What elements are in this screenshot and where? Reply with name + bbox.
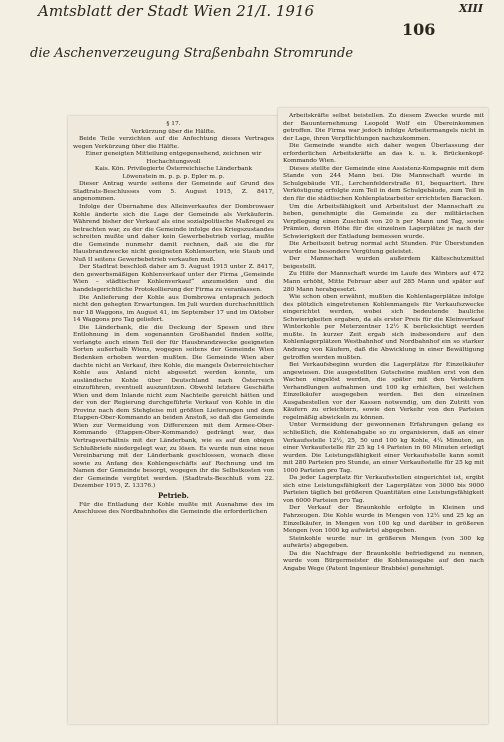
paragraph: Wie schon oben erwähnt, mußten die Kohlenlagerplätze infolge des plötzlich eingetretenen Kohlenmangels für Verkaufszwecke eingerichtet werden, wobei sich bedeutende bauliche Schwierigkeiten ergaben, da als erster Preis für die Kleinverkauf Winterkohle per Meterzentner 12½ K berücksichtigt werden mußte. In kurzer Zeit ergab sich insbesondere auf den Kohlenlagerplätzen Westbahnhof und Nordbahnhof ein so starker Andrang von Käufern, daß die Abwicklung in einer Bewältigung getroffen werden mußten. [283,293,484,361]
paragraph: Löwenstein m. p. p. p. Epler m. p. [122,172,225,180]
paragraph: Einer geneigten Mitteilung entgegensehend, zeichnen wir Hochachtungsvoll [85,150,262,165]
left-column-text [73,120,274,516]
paragraph: Bei Verkaufsbeginn wurden die Lagerplätze für Einzelkäufer angewiesen. Die ausgestellten Gutscheine mußten erst von den Wachen eingelöst werden, die später mit den Verkäufern Verhandlungen aufnahmen und 100 kg erhielten, bei welchen Einzelkäufer ausgegeben werden. Bei den einzelnen Ausgabestellen vor der Kassen notwendig, um den Zutritt von Käufern zu erleichtern, sowie den Verkehr von den Parteien regelmäßig abwickeln zu können. [283,361,484,421]
paragraph: § 17. [166,120,181,127]
paragraph: Kais. Kön. Privilegierte Österreichische Länderbank [94,165,253,173]
paragraph: Zu Hilfe der Mannschaft wurde im Laufe des Winters auf 472 Mann erhöht, Mitte Februar aber auf 285 Mann und später auf 280 Mann herabgesetzt. [283,270,484,293]
clipping-left [68,116,278,724]
paragraph: Dieses stellte der Gemeinde eine Assistenz-Kompagnie mit dem Stande von 244 Mann bei. Die Mannschaft wurde in Schulgebäude VII., Lerchenfelderstraße 61, bequartiert. Ihre Verköstigung erfolgte zum Teil in dem Schulgebäude, zum Teil in den für die städtischen Kohlenplatzarbeiter errichteten Baracken. [283,164,484,203]
paragraph: Petrieb. [158,490,189,500]
paragraph: Die Arbeitszeit betrug normal acht Stunden. Für Überstunden wurde eine besondere Vergütung geleistet. [283,240,484,255]
paragraph: Der Mannschaft wurden außerdem Kälteschutzmittel beigestellt. [283,255,484,270]
paragraph: Infolge der Übernahme des Alleinverkaufes der Dombrowaer Kohle änderte sich die Lage der Gemeinde als Verkäuferin. Während bisher der Verkauf als eine sozialpolitische Maßregel zu betrachten war, zu der die Gemeinde infolge des Kriegszustandes schreiten mußte und daher kein Gewerbebetrieb vorlag, mußte die Gemeinde nunmehr damit rechnen, daß sie die für Hausbrandzwecke nicht geeigneten Kohlensorten, wie Staub und Nuß II seitens Gewerbebetrieb verkaufen muß. [73,203,274,263]
paragraph: Die Länderbank, die die Deckung der Spesen und ihre Entlohnung in dem sogenannten Großhandel finden sollte, verlangte auch einen Teil der für Hausbrandzwecke geeigneten Sorten außerhalb Wiens, wogegen seitens der Gemeinde Wien Bedenken erhoben werden mußten. Die Gemeinde Wien aber dachte nicht an Verkauf, ihre Kohle, die mangels Österreichischer Kohle aus Anland nicht abgesetzt werden konnte, um ausländische Kohle über Deutschland nach Österreich einzuführen, eventuell auszunützen. Obwohl letztere Geschäfte Wien und dem Inlande nicht zum Nachteile gereicht hätten und der von der Regierung durchgeführte Verkauf von Kohle in die Provinz nach dem Stehgleise mit größten Lieferungen und dem Etappen-Ober-Kommando an beiden Anstoß, so daß die Gemeinde Wien zur Vermeidung von Differenzen mit dem Armee-Ober-Kommando (Etappen-Ober-Kommando) gedrängt war, das Vertragsverhältnis mit der Länderbank, wie es auf den obigen Schlußbriefe niedergelegt war, zu lösen. Es wurde nun eine neue Vereinbarung mit der Länderbank geschlossen, wonach diese sowie zu Anfang des Kohlengeschäfts auf Rechnung und im Namen der Gemeinde besorgt, wogegen ihr die Selbstkosten von der Gemeinde vergütet werden. (Stadtrats-Beschluß vom 22. Dezember 1915, Z. 13376.) [73,323,274,490]
paragraph: Da die Nachfrage der Braunkohle befriedigend zu nennen, wurde vom Bürgermeister die Kohlenausgabe auf den nach Angabe Wege (Patent Ingenieur Brabbée) genehmigt. [283,549,484,572]
paragraph: Der Verkauf der Braunkohle erfolgte in Kleinen und Fahrzeugen. Die Kohle wurde in Mengen von 12½ und 25 kg an Einzelkäufer, in Mengen von 100 kg und darüber in größeren Mengen (von 1000 kg aufwärts) abgegeben. [283,504,484,535]
paragraph: Um die Arbeitsfähigkeit und Arbeitslust der Mannschaft zu heben, genehmigte die Gemeinde zu der militärischen Verpflegung einen Zuschuß von 20 h per Mann und Tag, sowie Prämien, deren Höhe für die einzelnen Lagerplätze je nach der Schwierigkeit der Entladung bemessen wurde. [283,202,484,240]
paragraph: Verkürzung über die Hälfte. [131,127,216,135]
paragraph: Steinkohle wurde nur in größeren Mengen (von 300 kg aufwärts) abgegeben. [283,534,484,550]
paragraph: Für die Entladung der Kohle mußte mit Ausnahme des im Anschlusse des Nordbahnhofes die Gemeinde die erforderlichen [73,500,274,516]
right-column-text [283,112,484,572]
paragraph: Dieser Antrag wurde seitens der Gemeinde auf Grund des Stadtrats-Beschlusses vom 5. August 1915, Z. 8417, angenommen. [73,180,274,203]
volume-label: XIII [459,2,483,15]
paragraph: Der Stadtrat beschloß daher am 5. August 1915 unter Z. 8417, den gewerbsmäßigen Kohlenverkauf unter der Firma „Gemeinde Wien – städtischer Kohlenverkauf“ anzumelden und die handelsgerichtliche Protokollierung der Firma zu veranlassen. [73,263,274,294]
paragraph: Arbeitskräfte selbst beistellen. Zu diesem Zwecke wurde mit der Bauunternehmung Leopold Wolf ein Übereinkommen getroffen. Die Firma war jedoch infolge Arbeitermangels nicht in der Lage, ihren Verpflichtungen nachzukommen. [283,112,484,142]
handwritten-title: Amtsblatt der Stadt Wien 21/I. 1916 [38,2,315,20]
paragraph: Unter Vermeidung der gewonnenen Erfahrungen gelang es schließlich, die Kohlenabgabe so zu organisieren, daß an einer Verkaufsstelle 12½, 25, 50 und 100 kg Kohle, 4¼ Minuten, an einer Verkaufsstelle für 25 kg 14 Parteien in 60 Minuten erledigt wurden. Die Leistungsfähigkeit einer Verkaufsstelle kann somit mit 280 Parteien pro Stunde, an einer Verkaufsstelle für 25 kg mit 1000 Parteien pro Tag. [283,421,484,474]
paragraph: Beide Teile verzichten auf die Anfechtung dieses Vertrages wegen Verkürzung über die Hälfte. [73,135,274,150]
paragraph: Die Anlieferung der Kohle aus Dombrowa entsprach jedoch nicht den gehegten Erwartungen. Im Juli wurden durchschnittlich nur 18 Waggons, im August 41, im September 17 und im Oktober 14 Waggons pro Tag geliefert. [73,293,274,324]
page-number: 106 [402,20,436,39]
clipping-right [278,108,488,724]
paragraph: Die Gemeinde wandte sich daher wegen Überlassung der erforderlichen Arbeitskräfte an das k. u. k. Brückenkopf-Kommando Wien. [283,142,484,165]
handwritten-note: die Aschenverzeugung Straßenbahn Stromrunde [30,46,354,61]
paragraph: Da jeder Lagerplatz für Verkaufsstellen eingerichtet ist, ergibt sich eine Leistungsfähigkeit der Lagerplätze von 3000 bis 9000 Parteien täglich bei größeren Quantitäten eine Leistungsfähigkeit von 6000 Parteien pro Tag. [283,474,484,504]
